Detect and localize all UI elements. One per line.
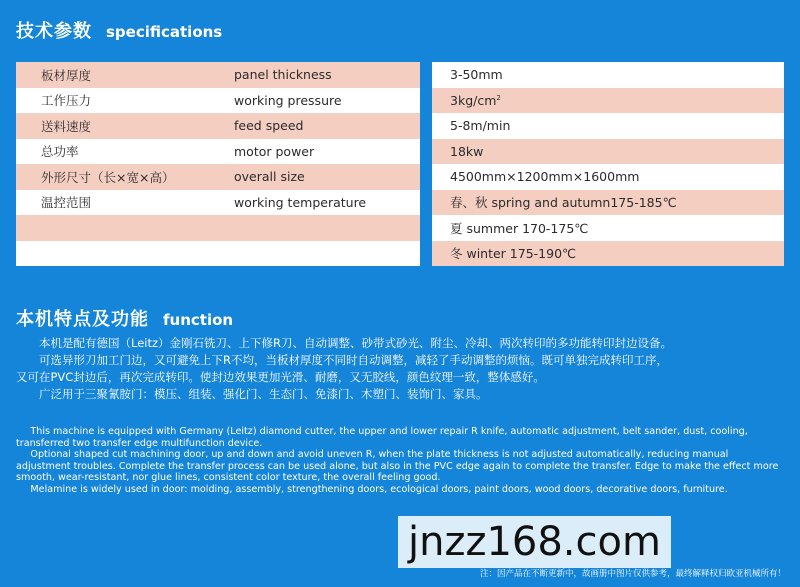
- spec-params-table: [16, 62, 420, 266]
- specs-title-cn: 技术参数: [16, 21, 92, 42]
- pressure-superscript: 2: [496, 93, 501, 102]
- spec-value: 3-50mm: [450, 67, 503, 83]
- spec-label-en: working temperature: [234, 194, 367, 210]
- function-title-cn: 本机特点及功能: [16, 309, 149, 330]
- spec-value: 5-8m/min: [450, 118, 511, 134]
- disclaimer-footnote: 注：因产品在不断更新中，故画册中图片仅供参考，最终解释权归欧亚机械所有！: [479, 569, 786, 579]
- function-title-en: function: [163, 311, 234, 329]
- spec-row-empty: [16, 215, 420, 241]
- spec-label-cn: 温控范围: [41, 195, 92, 211]
- spec-label-en: working pressure: [234, 92, 342, 108]
- en-paragraph: Melamine is widely used in door: molding, assembly, strengthening doors, ecological doors, paint doors, wood doors, decorative doors, furniture.: [30, 483, 728, 495]
- spec-label-en: feed speed: [234, 118, 304, 134]
- spec-value: 春、秋 spring and autumn175-185℃: [450, 195, 677, 211]
- pressure-value: 3kg/cm: [450, 92, 497, 108]
- spec-value: 冬 winter 175-190℃: [450, 246, 577, 262]
- spec-value-row: [432, 139, 784, 165]
- spec-label-cn: 工作压力: [41, 93, 92, 109]
- cn-paragraph: 可选异形刀加工门边，又可避免上下R不均，当板材厚度不同时自动调整，减轻了手动调整的烦恼。既可单独完成转印工序，: [39, 353, 668, 367]
- spec-row: [16, 164, 420, 190]
- spec-value-row: [432, 62, 784, 88]
- spec-row-empty: [16, 241, 420, 267]
- spec-value: 18kw: [450, 143, 484, 159]
- spec-values-table: [432, 62, 784, 266]
- spec-row: [16, 113, 420, 139]
- spec-label-en: overall size: [234, 169, 305, 185]
- spec-row: [16, 190, 420, 216]
- function-description-cn: [16, 335, 784, 403]
- spec-value-row: [432, 88, 784, 114]
- spec-label-cn: 送料速度: [41, 118, 92, 134]
- en-paragraph: This machine is equipped with Germany (Leitz) diamond cutter, the upper and lower repair R knife, automatic adjustment, belt sander, dust, cooling, transferred two transfer edge multifunction device.: [16, 426, 748, 449]
- spec-value: 夏 summer 170-175℃: [450, 220, 589, 236]
- function-description-en: [16, 426, 784, 496]
- spec-value-row: [432, 215, 784, 241]
- spec-value-row: [432, 241, 784, 267]
- en-paragraph: Optional shaped cut machining door, up and down and avoid uneven R, when the plate thickness is not adjusted automatically, reducing manual adjustment troubles. Complete the transfer process can be used alone, but also in the PVC edge again to complete the transfer. Edge to make the effect more smooth, wear-resistant, nor glue lines, consistent color texture, the overall feeling good.: [16, 449, 779, 484]
- function-heading: [16, 305, 233, 331]
- spec-row: [16, 88, 420, 114]
- spec-label-cn: 板材厚度: [41, 67, 92, 83]
- spec-label-en: panel thickness: [234, 67, 332, 83]
- specs-title-en: specifications: [106, 23, 223, 41]
- cn-paragraph: 广泛用于三聚氰胺门：模压、组装、强化门、生态门、免漆门、木塑门、装饰门、家具。: [39, 387, 488, 401]
- spec-row: [16, 62, 420, 88]
- spec-value-row: [432, 164, 784, 190]
- spec-value-row: [432, 113, 784, 139]
- spec-label-cn: 外形尺寸（长×宽×高）: [41, 169, 175, 185]
- spec-value: [432, 93, 501, 108]
- spec-value-row: [432, 190, 784, 216]
- cn-paragraph: 本机是配有德国（Leitz）金刚石铣刀、上下修R刀、自动调整、砂带式砂光、附尘、冷却、两次转印的多功能转印封边设备。: [39, 336, 673, 350]
- cn-paragraph: 又可在PVC封边后，再次完成转印。使封边效果更加光滑、耐磨，又无胶线，颜色纹理一致，整体感好。: [16, 370, 545, 384]
- spec-label-en: motor power: [234, 143, 315, 159]
- specs-heading: [16, 17, 222, 43]
- spec-label-cn: 总功率: [41, 144, 79, 160]
- spec-value: 4500mm×1200mm×1600mm: [450, 169, 640, 185]
- website-watermark: jnzz168.com: [398, 516, 671, 568]
- spec-row: [16, 139, 420, 165]
